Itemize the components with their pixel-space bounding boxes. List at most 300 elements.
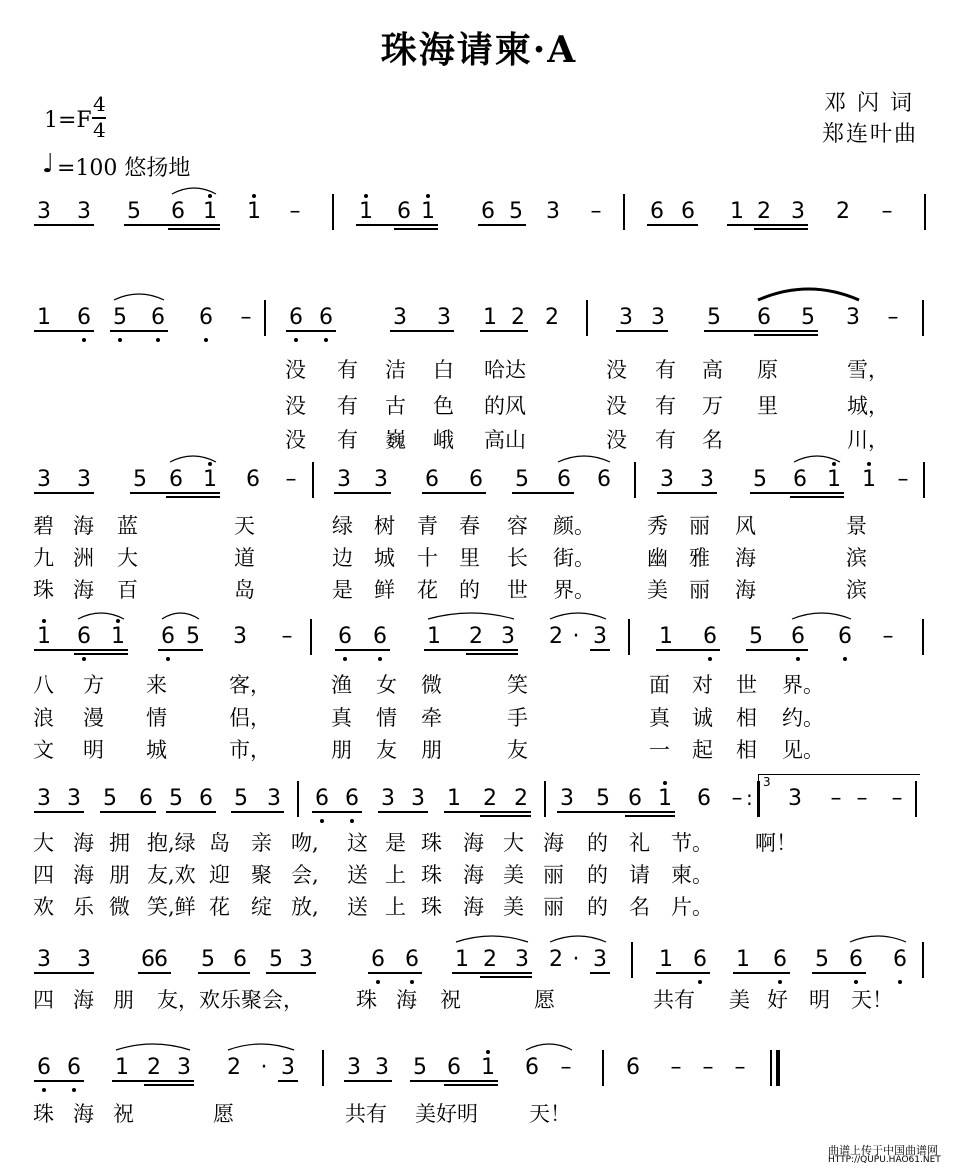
lyric-syllable: 真 [331,706,352,730]
lyric-syllable: 十 [417,546,438,570]
note: 5 [515,467,529,492]
lyric-syllable: 丽 [543,863,564,887]
lyric-syllable: 九 [33,546,54,570]
lyric-syllable: 微 [109,895,130,919]
note: 1 [111,624,125,649]
lyric-syllable: 原 [757,358,778,382]
note: 6 [626,1055,640,1080]
lyric-syllable: 的 [587,831,608,855]
note: 2 [483,947,497,972]
note: 1 [427,624,441,649]
lyric-syllable: 美 [647,578,668,602]
lyric-syllable: 起 [692,738,713,762]
note: 3 [700,467,714,492]
note: 6 [557,467,571,492]
dash: – [560,1055,572,1080]
slur [558,456,610,462]
lyric-syllable: 吻, [291,831,319,855]
lyric-syllable: 城 [374,546,395,570]
lyric-syllable: 愿 [213,1102,234,1126]
lyric-syllable: 浪 [33,706,54,730]
lyric-syllable: 丽 [689,578,710,602]
note: 3 [374,467,388,492]
lyric-syllable: 笑,鲜 [147,895,196,919]
note: 3 [37,467,51,492]
note: 6 [597,467,611,492]
lyric-syllable: 岛 [209,831,230,855]
note: 3 [177,1055,191,1080]
slur [794,456,840,462]
lyric-syllable: 是 [332,578,353,602]
lyric-syllable: 方 [83,673,104,697]
lyric-syllable: 碧 [33,514,54,538]
lyric-syllable: 漫 [83,706,104,730]
note: 6 [161,624,175,649]
lyric-syllable: 会, [291,863,319,887]
note: 1 [421,199,435,224]
note: 1 [481,1055,495,1080]
lyric-syllable: 聚 [251,863,272,887]
dash: – [887,305,899,330]
lyric-syllable: 树 [374,514,395,538]
lyric-syllable: 岛 [234,578,255,602]
note: 6 [338,624,352,649]
note: 3 [77,199,91,224]
lyric-syllable: 春 [459,514,480,538]
note: 3 [375,1055,389,1080]
note: 3 [381,786,395,811]
lyric-syllable: 诚 [692,706,713,730]
note: 1 [203,199,217,224]
composer-credit: 郑连叶曲 [822,122,919,147]
aug-dot: · [572,947,580,972]
lyric-syllable: 哈达 [484,358,526,382]
note: 6 [199,305,213,330]
lyric-syllable: 白 [433,358,454,382]
lyric-syllable: 请 [629,863,650,887]
note: 3 [619,305,633,330]
lyric-syllable: 好 [767,988,788,1012]
lyric-syllable: 手 [507,706,528,730]
note: 5 [113,305,127,330]
lyric-syllable: 名 [629,895,650,919]
lyric-syllable: 的风 [484,394,526,418]
note: 6 [757,305,771,330]
dash: – [702,1055,714,1080]
dash: – [881,199,893,224]
note: 6 [37,1055,51,1080]
note: 6 [154,947,168,972]
note: 1 [447,786,461,811]
note: 6 [681,199,695,224]
note: 3 [37,199,51,224]
note: 5 [801,305,815,330]
dash: – [856,786,868,811]
dash: – [281,624,293,649]
lyric-syllable: 牵 [421,706,442,730]
lyric-syllable: 有 [337,358,358,382]
lyric-syllable: 幽 [647,546,668,570]
note: 2 [549,624,563,649]
dash: – [289,199,301,224]
note: 6 [849,947,863,972]
lyric-syllable: 海 [73,578,94,602]
slur [550,613,606,619]
page-title: 珠海请柬·A [380,29,578,71]
lyric-syllable: 界。 [553,578,595,602]
lyric-syllable: 洁 [385,358,406,382]
lyric-syllable: 朋 [331,738,352,762]
note: 6 [893,947,907,972]
note: 3 [299,947,313,972]
note: 5 [234,786,248,811]
note: 5 [413,1055,427,1080]
lyric-syllable: 蓝 [117,514,138,538]
time-signature-bottom: 4 [93,118,106,142]
note: 6 [139,786,153,811]
lyric-syllable: 乐 [73,895,94,919]
note: 1 [37,305,51,330]
lyric-syllable: 海 [735,578,756,602]
lyric-syllable: 没 [606,394,627,418]
lyric-syllable: 愿 [534,988,555,1012]
lyric-syllable: 鲜 [374,578,395,602]
note: 3 [788,786,802,811]
note: 5 [127,199,141,224]
note: 2 [514,786,528,811]
lyric-syllable: 明 [83,738,104,762]
lyric-syllable: 片。 [671,895,713,919]
slur [758,289,859,300]
note: 5 [707,305,721,330]
lyric-syllable: 青 [417,514,438,538]
note: 3 [593,624,607,649]
note: 5 [269,947,283,972]
note: 6 [319,305,333,330]
lyric-syllable: 颜。 [553,514,595,538]
lyric-syllable: 四 [33,988,54,1012]
lyric-syllable: 里 [459,546,480,570]
lyric-syllable: 市， [229,738,271,762]
lyric-syllable: 街。 [553,546,595,570]
note: 1 [730,199,744,224]
note: 5 [169,786,183,811]
lyric-syllable: 海 [463,831,484,855]
dash: – [285,467,297,492]
note: 3 [67,786,81,811]
note: 2 [483,786,497,811]
lyric-syllable: 秀 [647,514,668,538]
footer-site: 曲谱上传于中国曲谱网 [828,1144,938,1157]
lyric-syllable: 花 [417,578,438,602]
note: 5 [186,624,200,649]
note: 1 [827,467,841,492]
lyric-syllable: 海 [735,546,756,570]
slur [526,1044,572,1050]
lyric-syllable: 上 [385,895,406,919]
note: 6 [141,947,155,972]
lyric-syllable: 珠 [33,1102,54,1126]
lyric-syllable: 相 [736,738,757,762]
lyric-syllable: 里 [757,394,778,418]
slur [172,188,216,194]
lyric-syllable: 节。 [671,831,713,855]
note: 6 [628,786,642,811]
lyric-syllable: 拥 [109,831,130,855]
lyric-syllable: 海 [73,514,94,538]
lyric-syllable: 高 [702,358,723,382]
lyric-syllable: 客， [229,673,271,697]
lyric-syllable: 约。 [782,706,824,730]
note: 5 [133,467,147,492]
aug-dot: · [260,1055,268,1080]
note: 6 [481,199,495,224]
lyric-syllable: 巍 [385,428,406,452]
lyricist-credit: 邓 闪 词 [824,91,914,116]
note: 3 [501,624,515,649]
note: 1 [862,467,876,492]
lyric-syllable: 珠 [421,895,442,919]
slur [456,936,528,942]
repeat-sign: : [746,786,753,810]
note: 3 [393,305,407,330]
aug-dot: · [572,624,580,649]
lyric-syllable: 海 [73,1102,94,1126]
note: 3 [37,786,51,811]
lyric-syllable: 大 [503,831,524,855]
note: 6 [345,786,359,811]
note: 2 [549,947,563,972]
note: 6 [397,199,411,224]
lyric-syllable: 侣， [229,706,271,730]
note: 6 [199,786,213,811]
lyric-syllable: 雪， [847,358,889,382]
note: 6 [703,624,717,649]
note: 1 [659,624,673,649]
dash: – [734,1055,746,1080]
lyric-syllable: 雅 [689,546,710,570]
note: 6 [697,786,711,811]
note: 6 [650,199,664,224]
lyric-syllable: 世 [507,578,528,602]
note: 3 [411,786,425,811]
note: 6 [373,624,387,649]
lyric-syllable: 海 [73,831,94,855]
lyric-syllable: 海 [73,988,94,1012]
note: 1 [37,624,51,649]
lyric-syllable: 朋 [109,863,130,887]
slur [228,1044,294,1050]
lyric-syllable: 绽 [251,895,272,919]
note: 3 [267,786,281,811]
lyric-syllable: 滨 [846,578,867,602]
lyric-syllable: 有 [655,394,676,418]
lyric-syllable: 祝 [440,988,461,1012]
slur [428,613,514,619]
lyric-syllable: 珠 [33,578,54,602]
note: 3 [281,1055,295,1080]
lyric-syllable: 共有 [653,988,695,1012]
lyric-syllable: 对 [692,673,713,697]
slur [850,936,906,942]
lyric-syllable: 边 [332,546,353,570]
lyric-syllable: 川， [847,428,889,452]
tempo-marking: =100 悠扬地 [57,156,191,181]
lyric-syllable: 丽 [543,895,564,919]
note: 2 [836,199,850,224]
lyric-syllable: 界。 [782,673,824,697]
note: 6 [77,624,91,649]
note: 5 [815,947,829,972]
note: 2 [147,1055,161,1080]
lyric-syllable: 美 [729,988,750,1012]
note: 6 [171,199,185,224]
slur [114,294,164,300]
lyric-syllable: 景 [846,514,867,538]
lyric-syllable: 美 [503,863,524,887]
lyric-syllable: 海 [396,988,417,1012]
lyric-syllable: 柬。 [671,863,713,887]
slur [792,613,851,619]
dash: – [240,305,252,330]
lyric-syllable: 朋 [113,988,134,1012]
note: 3 [846,305,860,330]
note: 6 [246,467,260,492]
note: 6 [425,467,439,492]
note: 6 [469,467,483,492]
note: 1 [455,947,469,972]
note: 2 [227,1055,241,1080]
lyric-syllable: 送 [347,863,368,887]
note: 5 [201,947,215,972]
lyric-syllable: 珠 [421,831,442,855]
note: 3 [791,199,805,224]
key-signature: 1=F [44,108,92,133]
lyric-syllable: 笑 [507,673,528,697]
lyric-syllable: 八 [33,673,54,697]
lyric-syllable: 友，欢乐聚会， [157,988,304,1012]
lyric-syllable: 友 [376,738,397,762]
lyric-syllable: 海 [463,863,484,887]
lyric-syllable: 美好明 [415,1102,478,1126]
note: 3 [347,1055,361,1080]
quarter-note-icon: ♩ [42,149,55,179]
lyric-syllable: 欢 [33,895,54,919]
note: 1 [115,1055,129,1080]
lyric-syllable: 上 [385,863,406,887]
lyric-syllable: 天！ [851,988,893,1012]
note: 1 [359,199,373,224]
lyric-syllable: 的 [459,578,480,602]
lyric-syllable: 情 [376,706,397,730]
note: 6 [315,786,329,811]
lyric-syllable: 抱,绿 [147,831,196,855]
note: 5 [753,467,767,492]
note: 6 [169,467,183,492]
note: 2 [511,305,525,330]
lyric-syllable: 峨 [433,428,454,452]
note: 6 [233,947,247,972]
lyric-syllable: 礼 [629,831,650,855]
lyric-syllable: 大 [33,831,54,855]
note: 1 [247,199,261,224]
lyric-syllable: 相 [736,706,757,730]
note: 2 [545,305,559,330]
lyric-syllable: 面 [649,673,670,697]
lyric-syllable: 有 [337,428,358,452]
lyric-syllable: 明 [809,988,830,1012]
note: 1 [659,947,673,972]
lyric-syllable: 有 [655,358,676,382]
note: 3 [437,305,451,330]
lyric-syllable: 没 [285,394,306,418]
lyric-syllable: 有 [337,394,358,418]
dash: – [882,624,894,649]
lyric-syllable: 城 [146,738,167,762]
lyric-syllable: 亲 [251,831,272,855]
lyric-syllable: 道 [234,546,255,570]
lyric-syllable: 一 [649,738,670,762]
lyric-syllable: 天 [234,514,255,538]
lyric-syllable: 微 [421,673,442,697]
lyric-syllable: 文 [33,738,54,762]
lyric-syllable: 四 [33,863,54,887]
note: 5 [749,624,763,649]
lyric-syllable: 花 [209,895,230,919]
lyric-syllable: 渔 [331,673,352,697]
lyric-syllable: 的 [587,863,608,887]
note: 3 [593,947,607,972]
note: 6 [447,1055,461,1080]
note: 5 [596,786,610,811]
note: 1 [203,467,217,492]
lyric-syllable: 容 [507,514,528,538]
lyric-syllable: 有 [655,428,676,452]
lyric-syllable: 没 [606,358,627,382]
lyric-syllable: 万 [702,394,723,418]
note: 3 [546,199,560,224]
note: 6 [289,305,303,330]
time-signature-top: 4 [93,92,106,116]
lyric-syllable: 洲 [73,546,94,570]
lyric-syllable: 的 [587,895,608,919]
lyric-syllable: 海 [463,895,484,919]
lyric-syllable: 海 [543,831,564,855]
note: 5 [509,199,523,224]
slur [162,613,199,619]
note: 2 [469,624,483,649]
lyric-syllable: 色 [433,394,454,418]
note: 6 [405,947,419,972]
lyric-syllable: 海 [73,863,94,887]
note: 3 [337,467,351,492]
note: 6 [791,624,805,649]
lyric-syllable: 长 [507,546,528,570]
slur [116,1044,190,1050]
dash: – [830,786,842,811]
dash: – [891,786,903,811]
lyric-syllable: 天！ [529,1102,571,1126]
lyric-syllable: 友,欢 [147,863,196,887]
note: 3 [77,947,91,972]
lyric-syllable: 是 [385,831,406,855]
lyric-syllable: 高山 [484,428,526,452]
lyric-syllable: 绿 [332,514,353,538]
note: 3 [37,947,51,972]
lyric-syllable: 送 [347,895,368,919]
lyric-syllable: 来 [146,673,167,697]
lyric-syllable: 友 [507,738,528,762]
